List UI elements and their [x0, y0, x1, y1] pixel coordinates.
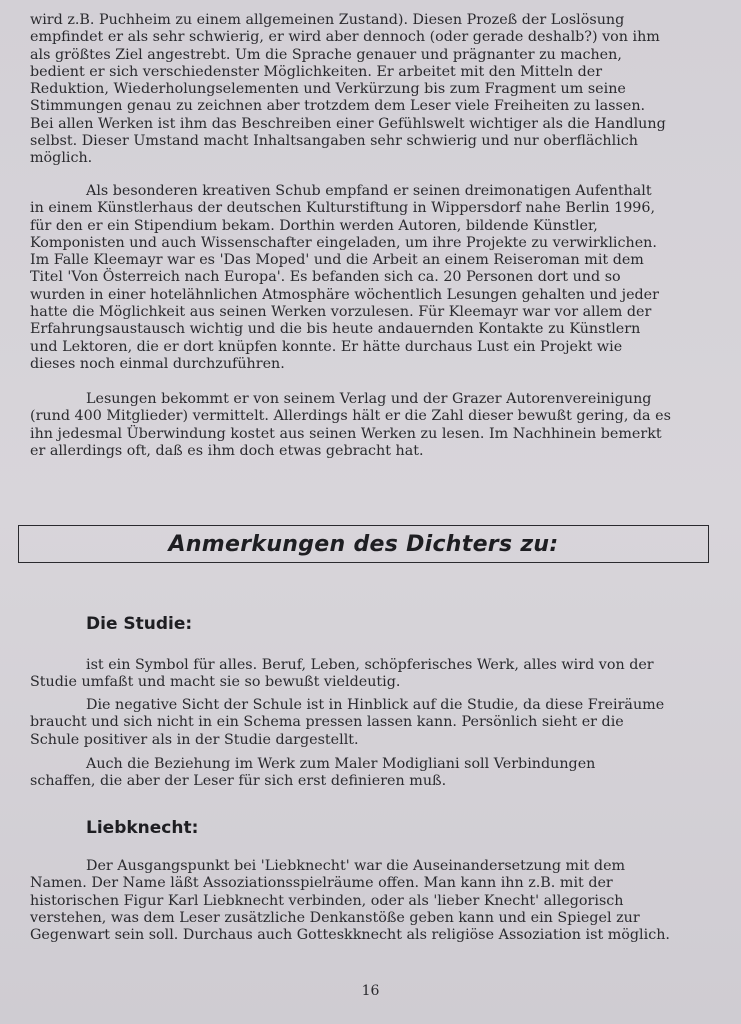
- heading-liebknecht: Liebknecht:: [86, 818, 199, 838]
- text-line: ihn jedesmal Überwindung kostet aus seinen Werken zu lesen. Im Nachhinein bemerkt: [30, 425, 662, 442]
- text-line: braucht und sich nicht in ein Schema pressen lassen kann. Persönlich sieht er die: [30, 714, 624, 731]
- text-line: bedient er sich verschiedenster Möglichkeiten. Er arbeitet mit den Mitteln der: [30, 63, 603, 80]
- heading-studie: Die Studie:: [86, 614, 193, 634]
- text-line: hatte die Möglichkeit aus seinen Werken vorzulesen. Für Kleemayr war vor allem der: [30, 304, 652, 321]
- studie-paragraph-2: [30, 697, 708, 749]
- text-line: verstehen, was dem Leser zusätzliche Denkanstöße geben kann und ein Spiegel zur: [30, 909, 640, 926]
- text-line: als größtes Ziel angestrebt. Um die Sprache genauer und prägnanter zu machen,: [30, 46, 622, 63]
- text-line: möglich.: [30, 150, 93, 167]
- text-line: Als besonderen kreativen Schub empfand er seinen dreimonatigen Aufenthalt: [86, 183, 652, 199]
- paragraph-2: [30, 183, 708, 373]
- studie-paragraph-1: [30, 657, 708, 692]
- text-line: und Lektoren, die er dort knüpfen konnte. Er hätte durchaus Lust ein Projekt wie: [30, 338, 623, 355]
- text-line: Der Ausgangspunkt bei 'Liebknecht' war die Auseinandersetzung mit dem: [86, 858, 626, 874]
- paragraph-1: [30, 12, 708, 168]
- section-title-box: [18, 525, 709, 563]
- text-line: wurden in einer hotelähnlichen Atmosphäre wöchentlich Lesungen gehalten und jeder: [30, 286, 659, 303]
- text-line: Die negative Sicht der Schule ist in Hinblick auf die Studie, da diese Freiräume: [86, 697, 665, 713]
- text-line: wird z.B. Puchheim zu einem allgemeinen Zustand). Diesen Prozeß der Loslösung: [30, 12, 625, 28]
- text-line: (rund 400 Mitglieder) vermittelt. Allerdings hält er die Zahl dieser bewußt gering, da es: [30, 408, 671, 425]
- text-line: schaffen, die aber der Leser für sich erst definieren muß.: [30, 773, 447, 790]
- text-line: Reduktion, Wiederholungselementen und Verkürzung bis zum Fragment um seine: [30, 81, 626, 98]
- text-line: selbst. Dieser Umstand macht Inhaltsangaben sehr schwierig und nur oberflächlich: [30, 133, 638, 150]
- text-line: er allerdings oft, daß es ihm doch etwas gebracht hat.: [30, 442, 424, 459]
- paragraph-3: [30, 391, 708, 460]
- text-line: empfindet er als sehr schwierig, er wird aber dennoch (oder gerade deshalb?) von ihm: [30, 29, 660, 46]
- text-line: historischen Figur Karl Liebknecht verbinden, oder als 'lieber Knecht' allegorisch: [30, 892, 624, 909]
- text-line: ist ein Symbol für alles. Beruf, Leben, schöpferisches Werk, alles wird von der: [86, 657, 654, 673]
- text-line: Titel 'Von Österreich nach Europa'. Es befanden sich ca. 20 Personen dort und so: [30, 269, 621, 286]
- text-line: Komponisten und auch Wissenschafter eingeladen, um ihre Projekte zu verwirklichen.: [30, 234, 657, 251]
- studie-paragraph-3: [30, 756, 708, 791]
- text-line: Namen. Der Name läßt Assoziationsspielräume offen. Man kann ihn z.B. mit der: [30, 875, 613, 892]
- text-line: für den er ein Stipendium bekam. Dorthin werden Autoren, bildende Künstler,: [30, 217, 598, 234]
- liebknecht-paragraph-1: [30, 858, 708, 944]
- text-line: Studie umfaßt und macht sie so bewußt vieldeutig.: [30, 674, 401, 691]
- text-line: Auch die Beziehung im Werk zum Maler Modigliani soll Verbindungen: [86, 756, 596, 772]
- text-line: Im Falle Kleemayr war es 'Das Moped' und die Arbeit an einem Reiseroman mit dem: [30, 252, 644, 269]
- text-line: Schule positiver als in der Studie dargestellt.: [30, 731, 359, 748]
- text-line: in einem Künstlerhaus der deutschen Kulturstiftung in Wippersdorf nahe Berlin 1996,: [30, 200, 656, 217]
- text-line: Bei allen Werken ist ihm das Beschreiben einer Gefühlswelt wichtiger als die Handlung: [30, 115, 666, 132]
- page-number: 16: [361, 983, 380, 999]
- text-line: Erfahrungsaustausch wichtig und die bis heute andauernden Kontakte zu Künstlern: [30, 321, 641, 338]
- text-line: Lesungen bekommt er von seinem Verlag und der Grazer Autorenvereinigung: [86, 391, 652, 407]
- text-line: Stimmungen genau zu zeichnen aber trotzdem dem Leser viele Freiheiten zu lassen.: [30, 98, 646, 115]
- text-line: Gegenwart sein soll. Durchaus auch Gotteskknecht als religiöse Assoziation ist möglich.: [30, 927, 670, 944]
- text-line: dieses noch einmal durchzuführen.: [30, 355, 285, 372]
- section-title: Anmerkungen des Dichters zu:: [168, 531, 559, 557]
